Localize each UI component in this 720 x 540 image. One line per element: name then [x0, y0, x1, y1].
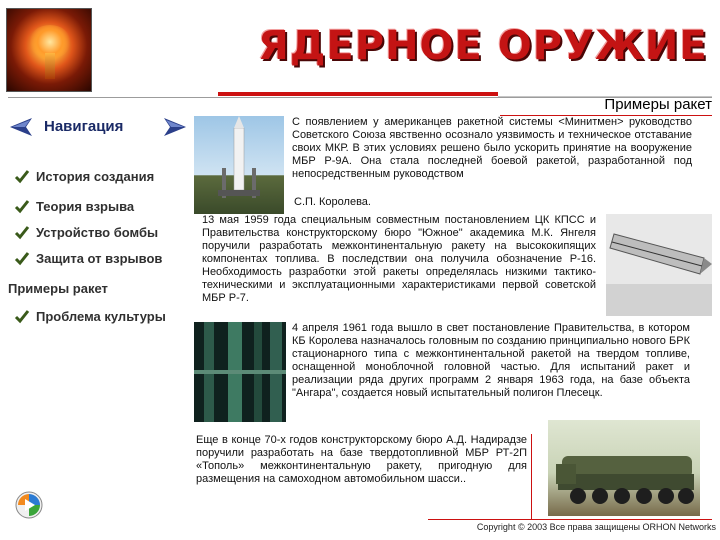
nav-title: Навигация — [44, 118, 124, 135]
rocket-silo-photo — [194, 322, 286, 422]
checkmark-icon — [14, 308, 30, 324]
mushroom-stem — [45, 53, 55, 79]
nav-item-label: Примеры ракет — [8, 280, 108, 296]
paragraph-r16: 13 мая 1959 года специальным совместным постановлением ЦК КПСС и Правительства конструкторскому бюро "Южное" академика М.К. Янгеля поручили разработать межконтинентальную ракету на высококипящих компонентах топлива. В последствии она получила обозначение Р-16. Необходимость разработки этой ракеты определялась низкими тактико-техническими и эксплуатационными характеристиками первой советской МБР Р-7. — [202, 214, 596, 304]
media-player-icon[interactable] — [14, 490, 44, 520]
paragraph-minuteman: С появлением у американцев ракетной системы <Минитмен> руководство Советского Союза явственно осознало уязвимость и техническое отставание своих МКР. В этих условиях решено было ускорить принятие на вооружение МБР Р-9А. Она стала последней боевой ракетой, разработанной под непосредственным руководством — [292, 116, 692, 180]
signature-korolev: С.П. Королева. — [294, 196, 371, 208]
nav-item-label: Защита от взрывов — [36, 250, 163, 266]
checkmark-icon — [14, 198, 30, 214]
arrow-right-icon[interactable] — [164, 118, 186, 136]
page-title: ЯДЕРНОЕ ОРУЖИЕ — [258, 23, 708, 69]
nav-item-label: Устройство бомбы — [36, 224, 159, 240]
rocket-launch-photo — [194, 116, 284, 214]
copyright: Copyright © 2003 Все права защищены ORHON Networks — [476, 522, 716, 532]
topol-launcher-photo — [548, 420, 700, 516]
checkmark-icon — [14, 224, 30, 240]
nav-item-protection[interactable] — [14, 246, 162, 270]
rocket-stage-photo — [606, 214, 712, 316]
arrow-left-icon[interactable] — [10, 118, 32, 136]
nav-header — [8, 116, 188, 140]
nav-item-history[interactable] — [14, 164, 154, 188]
footer-divider — [428, 519, 712, 520]
nav-item-device[interactable] — [14, 220, 158, 244]
checkmark-icon — [14, 168, 30, 184]
checkmark-icon — [14, 250, 30, 266]
paragraph-topol: Еще в конце 70-х годов конструкторскому бюро А.Д. Надирадзе поручили разработать на базе твердотопливной МБР РТ-2П «Тополь» межконтинентальную ракету, пригодную для размещения на самоходном автомобильном шасси.. — [196, 434, 532, 520]
nuclear-explosion-icon — [6, 8, 92, 92]
paragraph-plesetsk: 4 апреля 1961 года вышло в свет постановление Правительства, в котором КБ Королева назначалось головным по созданию принципиально нового БРК стационарного типа с межконтинентальной ракетой на твердом топливе, оснащенной моноблочной головной частью. Для испытаний ракет и реализации ряда других программ 2 января 1963 года, на базе объекта "Ангара", создается новый испытательный полигон Плесецк. — [292, 322, 690, 399]
nav-item-label: Проблема культуры — [36, 308, 166, 324]
section-title: Примеры ракет — [500, 96, 712, 116]
nav-item-culture[interactable] — [14, 304, 166, 328]
nav-item-rockets[interactable] — [8, 276, 108, 300]
nav-item-theory[interactable] — [14, 194, 134, 218]
nav-item-label: История создания — [36, 168, 155, 184]
nav-item-label: Теория взрыва — [36, 198, 135, 214]
